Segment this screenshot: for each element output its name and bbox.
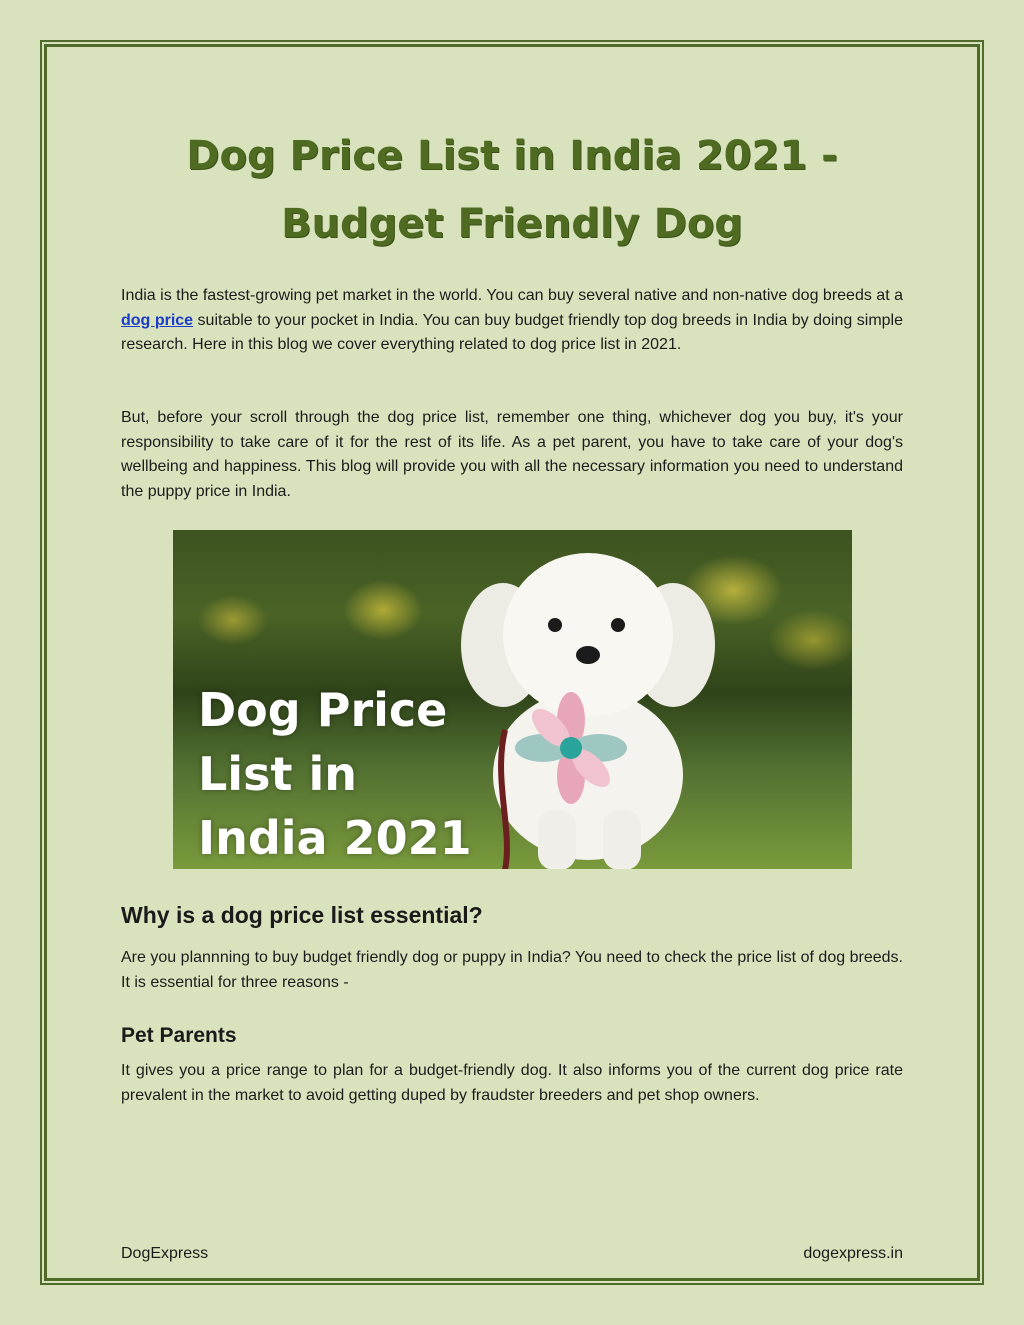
- section-heading-why: Why is a dog price list essential?: [121, 902, 483, 928]
- page-title-line-2: Budget Friendly Dog: [281, 201, 743, 247]
- hero-text-line-2: List in: [198, 747, 357, 801]
- section-heading-pet-parents: Pet Parents: [121, 1024, 237, 1047]
- dog-price-link[interactable]: dog price: [121, 311, 194, 329]
- hero-text-line-3: India 2021: [198, 811, 472, 865]
- page-title: [120, 122, 904, 258]
- footer-website: dogexpress.in: [803, 1245, 903, 1262]
- section-body-pet-parents: It gives you a price range to plan for a budget-friendly dog. It also informs you of the current dog price rate prevalent in the market to avoid getting duped by fraudster breeders and pet shop owners.: [121, 1062, 903, 1104]
- intro-text-after-link: suitable to your pocket in India. You can buy budget friendly top dog breeds in India by doing simple research. Here in this blog we cover everything related to dog price list in 2021.: [121, 311, 903, 353]
- page-title-line-1: Dog Price List in India 2021 -: [186, 133, 838, 179]
- hero-text-line-1: Dog Price: [198, 683, 448, 737]
- hero-image: [173, 530, 852, 869]
- intro-text-before-link: India is the fastest-growing pet market in the world. You can buy several native and non-native dog breeds at a: [121, 287, 903, 304]
- intro-paragraph-2: But, before your scroll through the dog price list, remember one thing, whichever dog you buy, it's your responsibility to take care of it for the rest of its life. As a pet parent, you have to take care of your dog's wellbeing and happiness. This blog will provide you with all the necessary information you need to understand the puppy price in India.: [121, 409, 903, 500]
- section-body-why: Are you plannning to buy budget friendly dog or puppy in India? You need to check the price list of dog breeds. It is essential for three reasons -: [121, 949, 903, 991]
- hero-overlay-text: [198, 678, 472, 869]
- dog-illustration: [443, 540, 743, 869]
- footer-brand: DogExpress: [121, 1245, 209, 1262]
- intro-paragraph-1: [121, 284, 903, 358]
